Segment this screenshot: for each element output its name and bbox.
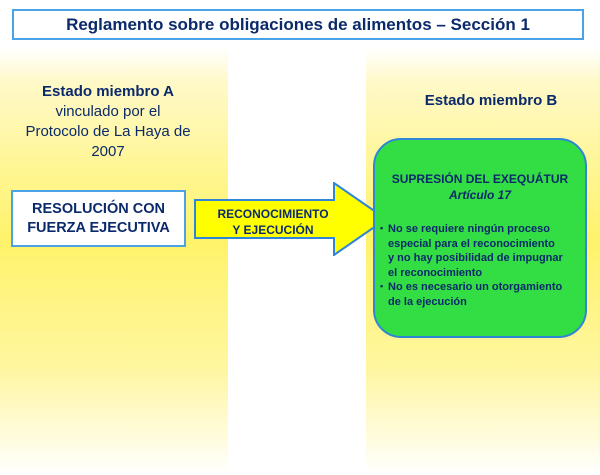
bullet-line: especial para el reconocimiento [388, 237, 555, 250]
member-state-a-line-1: vinculado por el [55, 103, 161, 120]
member-state-a-label [8, 82, 208, 162]
bullet-dot-icon: • [380, 223, 384, 233]
bullet-dot-icon: • [380, 281, 384, 291]
exequatur-title-block [373, 171, 587, 203]
resolution-line-2: FUERZA EJECUTIVA [27, 219, 170, 236]
bullet-line: No es necesario un otorgamiento [388, 281, 563, 293]
bullet-line: y no hay posibilidad de impugnar [388, 252, 563, 264]
bullet-line: de la ejecución [388, 295, 467, 308]
bullet-line: el reconocimiento [388, 266, 483, 279]
exequatur-title: SUPRESIÓN DEL EXEQUÁTUR [391, 172, 569, 186]
bullet-line: No se requiere ningún proceso [388, 223, 550, 235]
bullet-item [380, 222, 586, 280]
resolution-box [11, 190, 186, 247]
exequatur-article: Artículo 17 [448, 188, 511, 202]
arrow-label-line-1: RECONOCIMIENTO [217, 207, 329, 221]
member-state-a-line-2: Protocolo de La Haya de [25, 123, 191, 140]
arrow-label-line-2: Y EJECUCIÓN [232, 223, 314, 237]
page-title: Reglamento sobre obligaciones de alimentos – Sección 1 [12, 9, 584, 40]
bullet-item [380, 280, 586, 309]
arrow-label [204, 206, 342, 238]
resolution-line-1: RESOLUCIÓN CON [32, 200, 165, 217]
member-state-a-heading: Estado miembro A [42, 83, 174, 100]
member-state-a-line-3: 2007 [91, 143, 125, 160]
exequatur-bullet-list [380, 222, 586, 309]
member-state-b-heading: Estado miembro B [424, 92, 558, 109]
